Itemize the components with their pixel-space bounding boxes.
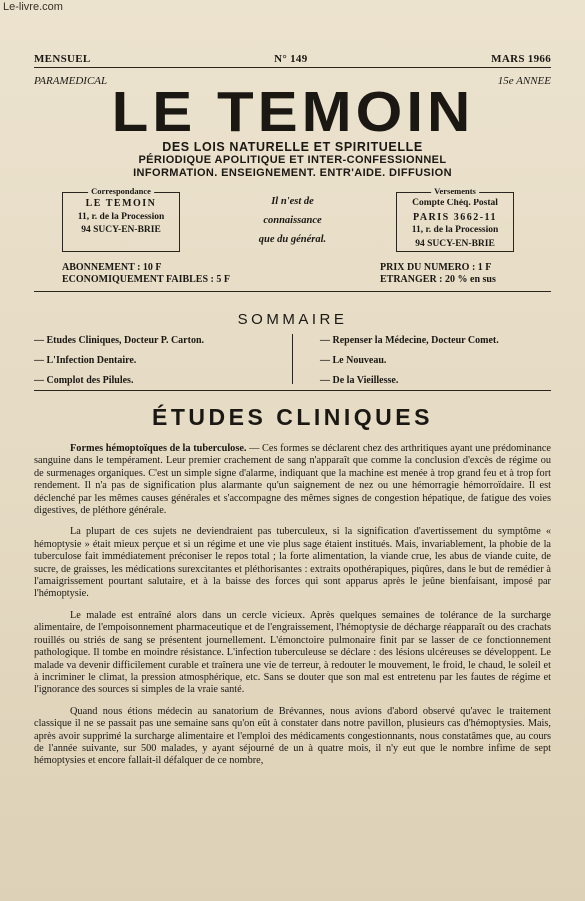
foreign-surcharge: ETRANGER : 20 % en sus (380, 274, 496, 285)
motto-line-2: connaissance (263, 215, 322, 226)
versements-street: 11, r. de la Procession (411, 225, 499, 235)
tagline-tertiary: INFORMATION. ENSEIGNEMENT. ENTR'AIDE. DIFFUSION (133, 167, 452, 179)
tagline-main: DES LOIS NATURELLE ET SPIRITUELLE (162, 140, 423, 154)
motto-line-1: Il n'est de (271, 196, 314, 207)
paragraph (34, 443, 551, 517)
header-topline (34, 52, 551, 66)
sommaire-divider (292, 334, 293, 384)
sommaire-left-column (34, 331, 204, 391)
sommaire-item: — Complot des Pilules. (34, 375, 134, 386)
sommaire-item: — De la Vieillesse. (320, 375, 399, 386)
paragraph: Le malade est entraîné alors dans un cercle vicieux. Après quelques semaines de tolérance de la surcharge alimentaire, de l'empoisonnement pharmaceutique et de l'engraissement, l'hémoptysie de décharge réapparaît ou des crachats rouillés ou striés de sang se présentent journellement. L'émonctoire pulmonaire finit par se lasser de ce fonctionnement pathologique. Il tombe en moindre résistance. L'infection tuberculeuse se déclare : des lésions ulcéreuses se développent. Le malade va devenir difficilement curable et traînera une vie de terreur, à redouter le mouvement, le froid, le chaud, le soleil et à incriminer le climat, la pression atmosphérique, etc. Sans se douter que son mal est entretenu par les fautes de régime et l'ignorance des sources si simples de la vraie santé. (34, 609, 551, 696)
versements-city: 94 SUCY-EN-BRIE (415, 238, 495, 249)
versements-box (396, 186, 514, 252)
paragraph: La plupart de ces sujets ne deviendraient pas tuberculeux, si la signification d'avertissement du symptôme « hémoptysie » était mieux perçue et si un régime et une vie plus sage étaient institués. Mais, invariablement, la phobie de la tuberculose fait immédiatement préconiser le repos total ; la forte alimentation, la viande crue, les abus de viande cuite, de sucre, de graisses, les médications surexcitantes et pléthorisantes : extraits opothérapiques, piqûres, dans le but de remédier à l'amaigrissement pourtant salutaire, et à la baisse des forces qui sont apparus après le jeûne bienfaisant, imposé par l'hémoptysie. (34, 526, 551, 600)
sommaire-item: — Etudes Cliniques, Docteur P. Carton. (34, 335, 205, 346)
correspondance-city: 94 SUCY-EN-BRIE (81, 225, 161, 235)
correspondance-street: 11, r. de la Procession (77, 211, 165, 222)
versements-number: PARIS 3662-11 (412, 211, 498, 223)
paragraph-lead: Formes hémoptoïques de la tuberculose. (70, 443, 247, 454)
tagline-secondary: PÉRIODIQUE APOLITIQUE ET INTER-CONFESSIONNEL (138, 154, 447, 166)
masthead-title: LE TEMOIN (111, 79, 475, 144)
section-rule (34, 291, 551, 292)
issue-prices (380, 262, 496, 286)
header-rule (34, 67, 551, 68)
sommaire-item: — Repenser la Médecine, Docteur Comet. (320, 335, 499, 346)
motto-line-3: que du général. (258, 234, 327, 245)
year: 15e ANNEE (497, 75, 551, 87)
abonnement-price: ABONNEMENT : 10 F (62, 262, 162, 273)
correspondance-name: LE TEMOIN (85, 198, 157, 209)
versements-account: Compte Chèq. Postal (412, 198, 498, 208)
paragraph-text: — Ces formes se déclarent chez des arthritiques ayant une prédominance sanguine dans le tempérament. Leur premier crachement de sang n'apparaît que comme la conclusion d'excès de régime ou de surmenages organiques. C'est un simple signe d'alarme, indiquant que la machine est menée à trop grand feu et à trop fort rendement. Il n'a pas de signification plus alarmante qu'un saignement de nez ou une hémorragie hémorroïdaire. Il est déclenché par les mêmes causes générales et s'accompagne des mêmes signes de congestion hépatique, de fatigue des voies digestives, de pléthore générale. (34, 443, 551, 517)
sommaire-title: SOMMAIRE (237, 311, 348, 328)
reduced-price: ECONOMIQUEMENT FAIBLES : 5 F (62, 274, 230, 285)
sommaire-rule (34, 390, 551, 391)
issue-number: N° 149 (274, 53, 308, 65)
issue-date: MARS 1966 (491, 53, 551, 65)
sommaire-item: — L'Infection Dentaire. (34, 355, 137, 366)
versements-legend: Versements (431, 185, 479, 199)
category: PARAMEDICAL (34, 75, 108, 87)
correspondance-legend: Correspondance (88, 185, 154, 199)
subscription-prices (62, 262, 230, 286)
motto (210, 192, 375, 249)
periodicity: MENSUEL (34, 53, 91, 65)
correspondance-box (62, 186, 180, 252)
paragraph: Quand nous étions médecin au sanatorium de Brévannes, nous avions d'abord observé qu'avec le traitement classique il ne se passait pas une semaine sans qu'on eût à constater dans notre pavillon, plusieurs cas d'hémoptysies. Mais, après avoir supprimé la surcharge alimentaire et l'emploi des médicaments congestionnants, nous constatâmes que, au cours de l'année suivante, sur 500 malades, y ayant séjourné de un à quatre mois, il n'y eut que le nombre infime de sept hémoptysies et encore fallait-il défalquer de ce nombre, (34, 705, 551, 767)
sommaire-right-column (320, 331, 499, 391)
watermark: Le-livre.com (3, 1, 63, 13)
issue-price: PRIX DU NUMERO : 1 F (380, 262, 492, 273)
sommaire-item: — Le Nouveau. (320, 355, 387, 366)
article-title: ÉTUDES CLINIQUES (152, 404, 433, 430)
article-body (34, 443, 551, 777)
